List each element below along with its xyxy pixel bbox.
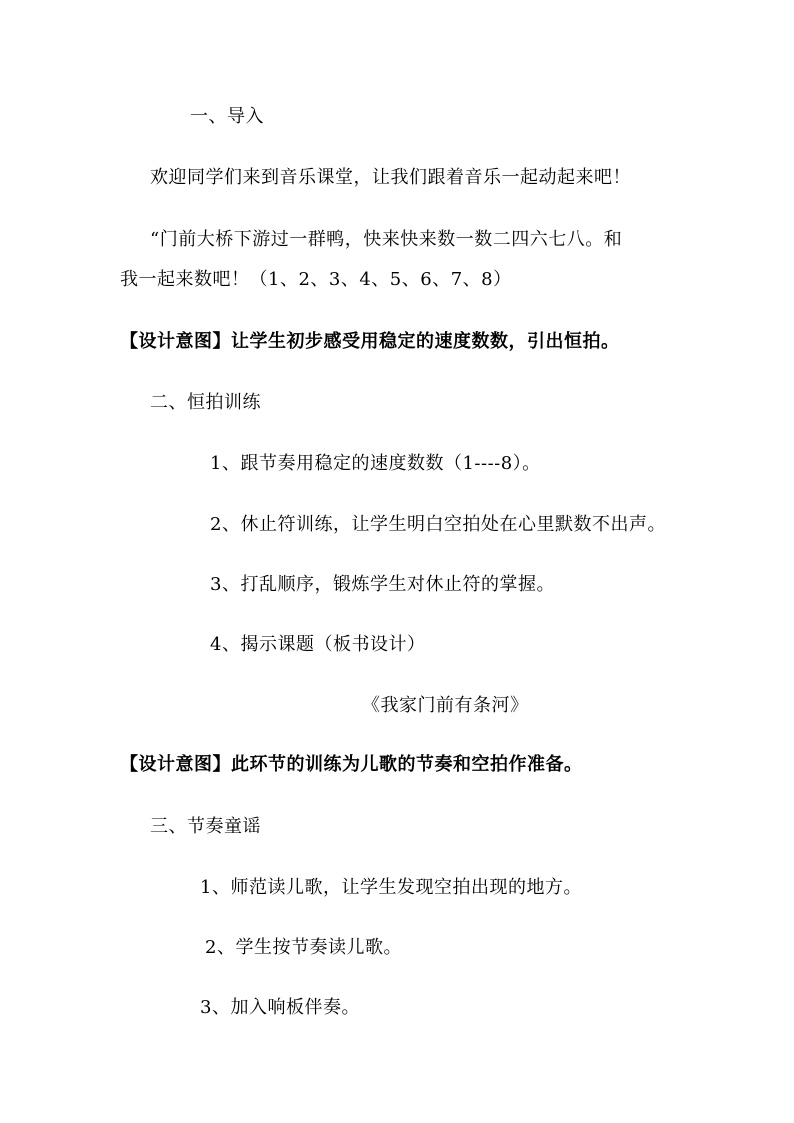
section2-item-2: 2、休止符训练，让学生明白空拍处在心里默数不出声。 (210, 514, 666, 535)
section3-item-3: 3、加入响板伴奏。 (200, 997, 360, 1018)
section2-heading: 二、恒拍训练 (150, 392, 261, 413)
section2-item-1: 1、跟节奏用稳定的速度数数（1----8）。 (210, 453, 541, 474)
section3-item-1: 1、师范读儿歌，让学生发现空拍出现的地方。 (200, 877, 582, 898)
design-intent-2: 【设计意图】此环节的训练为儿歌的节奏和空拍作准备。 (120, 754, 583, 775)
rhyme-line-2: 我一起来数吧！（1、2、3、4、5、6、7、8） (120, 269, 512, 290)
design-intent-1: 【设计意图】让学生初步感受用稳定的速度数数，引出恒拍。 (120, 331, 620, 352)
section1-heading: 一、导入 (190, 106, 264, 127)
section3-item-2: 2、学生按节奏读儿歌。 (205, 937, 402, 958)
section3-heading: 三、节奏童谣 (150, 816, 261, 837)
rhyme-line-1: “门前大桥下游过一群鸭，快来快来数一数二四六七八。和 (150, 229, 623, 250)
lesson-title: 《我家门前有条河》 (362, 695, 529, 716)
welcome-text: 欢迎同学们来到音乐课堂，让我们跟着音乐一起动起来吧！ (150, 167, 631, 188)
section2-item-4: 4、揭示课题（板书设计） (210, 634, 426, 655)
section2-item-3: 3、打乱顺序，锻炼学生对休止符的掌握。 (210, 574, 555, 595)
